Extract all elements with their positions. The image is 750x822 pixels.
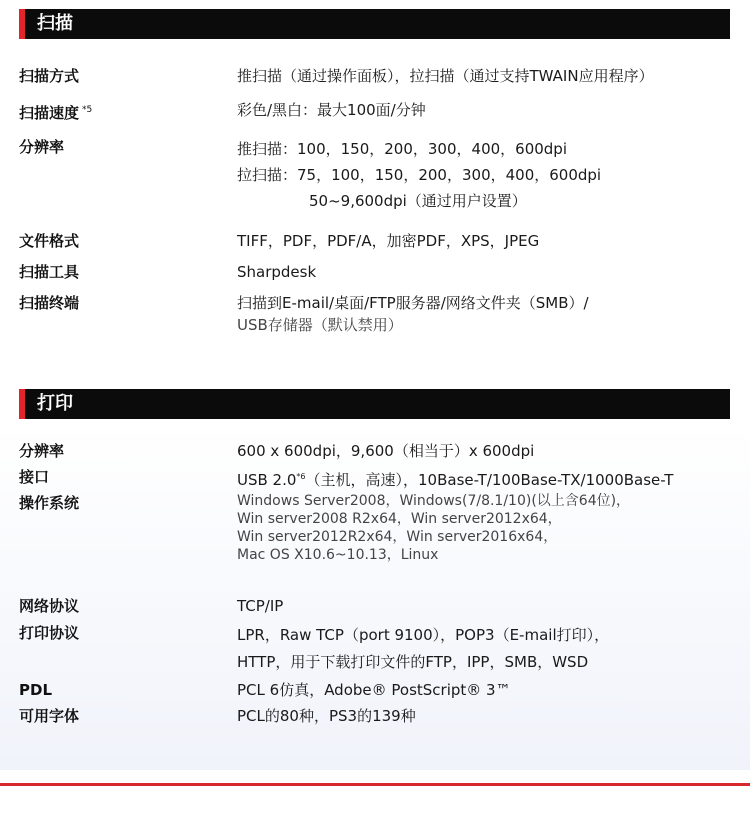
scan-section-header (19, 9, 730, 39)
spec-value-line: Mac OS X10.6~10.13，Linux (237, 547, 439, 563)
footnote-marker: *5 (82, 105, 93, 115)
spec-label: 操作系统 (19, 494, 80, 512)
spec-value (237, 492, 737, 564)
spec-label-text: 扫描速度 (19, 104, 80, 122)
spec-value-line: 推扫描：100，150，200，300，400，600dpi (237, 140, 567, 158)
print-section-title: 打印 (37, 393, 73, 414)
spec-value-line: PCL 6仿真，Adobe® PostScript® 3™ (237, 681, 511, 699)
spec-value (237, 622, 737, 676)
spec-label: 网络协议 (19, 597, 80, 615)
spec-value-line: 推扫描（通过操作面板），拉扫描（通过支持TWAIN应用程序） (237, 67, 654, 85)
spec-value (237, 261, 737, 283)
spec-value-line: HTTP，用于下载打印文件的FTP，IPP，SMB，WSD (237, 653, 589, 671)
spec-value-line (237, 466, 737, 491)
spec-value (237, 679, 737, 701)
spec-value (237, 65, 737, 87)
spec-value-line: 彩色/黑白：最大100面/分钟 (237, 101, 426, 119)
bottom-divider (0, 783, 750, 786)
spec-value-line: Win server2008 R2x64，Win server2012x64， (237, 511, 562, 527)
spec-value-line: 50~9,600dpi（通过用户设置） (309, 192, 527, 210)
spec-label: 打印协议 (19, 624, 80, 642)
spec-label: 扫描终端 (19, 294, 80, 312)
spec-label: 文件格式 (19, 232, 80, 250)
spec-value (237, 230, 737, 252)
spec-value (237, 440, 737, 462)
spec-value-line: USB存储器（默认禁用） (237, 316, 403, 334)
spec-label: 分辨率 (19, 138, 65, 156)
section-accent (19, 9, 25, 39)
spec-label: 接口 (19, 468, 50, 486)
spec-value (237, 705, 737, 727)
interface-rest-text: （主机，高速），10Base-T/100Base-TX/1000Base-T (305, 471, 674, 489)
spec-value-line: Windows Server2008，Windows(7/8.1/10)(以上含64位)， (237, 493, 631, 509)
spec-value-line: 600 x 600dpi，9,600（相当于）x 600dpi (237, 442, 535, 460)
interface-usb-text: USB 2.0 (237, 471, 297, 489)
spec-value (237, 136, 737, 214)
footnote-marker: *6 (296, 472, 306, 481)
scan-section-title: 扫描 (37, 13, 73, 34)
scan-section (19, 9, 730, 334)
spec-label: 分辨率 (19, 442, 65, 460)
section-accent (19, 389, 25, 419)
spec-value (237, 99, 737, 121)
spec-label: PDL (19, 681, 53, 699)
spec-value-line: 扫描到E-mail/桌面/FTP服务器/网络文件夹（SMB）/ (237, 294, 589, 312)
spec-value (237, 292, 737, 336)
spec-value-line: LPR，Raw TCP（port 9100），POP3（E-mail打印）， (237, 626, 610, 644)
spec-label: 扫描方式 (19, 67, 80, 85)
spec-value-line: Sharpdesk (237, 263, 317, 281)
spec-label (19, 99, 92, 124)
spec-value-line: 拉扫描：75，100，150，200，300，400，600dpi (237, 166, 602, 184)
spec-label: 扫描工具 (19, 263, 80, 281)
spec-value (237, 595, 737, 617)
spec-value (237, 466, 737, 491)
print-section-header (19, 389, 730, 419)
spec-value-line: TCP/IP (237, 597, 284, 615)
print-section (19, 389, 730, 725)
spec-value-line: TIFF，PDF，PDF/A，加密PDF，XPS，JPEG (237, 232, 540, 250)
spec-value-line: Win server2012R2x64，Win server2016x64， (237, 529, 558, 545)
spec-value-line: PCL的80种，PS3的139种 (237, 707, 416, 725)
spec-label: 可用字体 (19, 707, 80, 725)
